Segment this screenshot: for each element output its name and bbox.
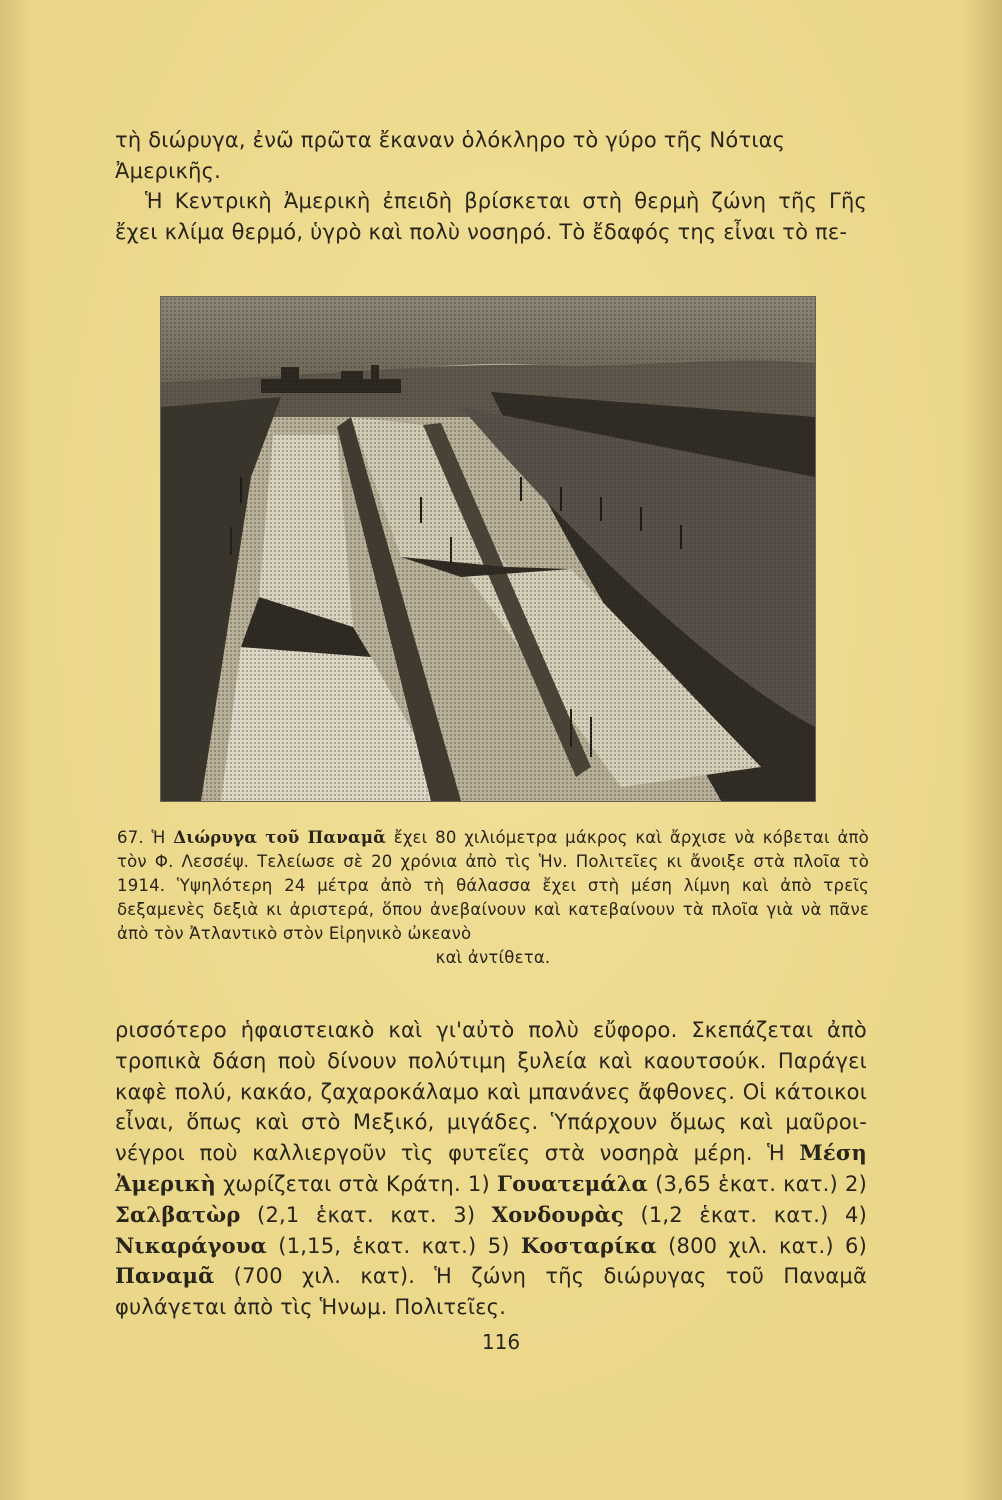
- bold-central-america: Μέση Ἀμερικὴ: [115, 1140, 867, 1196]
- top-text-line2: Ἀμερικῆς.: [115, 158, 222, 183]
- bottom-text-2: χωρίζεται στὰ Κράτη. 1): [215, 1171, 498, 1196]
- bottom-text-8: (700 χιλ. κατ). Ἡ ζώνη τῆς διώρυγας τοῦ Παναμᾶ φυλάγεται ἀπὸ τὶς Ἡνωμ. Πολιτεῖες.: [115, 1264, 867, 1320]
- bold-salvador: Σαλβατὼρ: [115, 1201, 241, 1227]
- bold-guatemala: Γουατεμάλα: [497, 1170, 648, 1196]
- bold-honduras: Χονδουρὰς: [491, 1201, 624, 1227]
- bottom-text-6: (1,15, ἑκατ. κατ.) 5): [266, 1233, 521, 1258]
- top-text-line1: τὴ διώρυγα, ἐνῶ πρῶτα ἔκαναν ὁλόκληρο τὸ γύρο τῆς Νότιας: [115, 128, 786, 152]
- bottom-paragraph: [115, 1015, 867, 1323]
- top-text-para2: Ἡ Κεντρικὴ Ἀμερικὴ ἐπειδὴ βρίσκεται στὴ θερμὴ ζώνη τῆς Γῆς ἔχει κλίμα θερμό, ὑγρὸ καὶ πολὺ νοσηρό. Τὸ ἔδαφός της εἶναι τὸ πε-: [115, 189, 867, 244]
- canal-locks-illustration: [161, 297, 815, 801]
- panama-canal-photo: [160, 296, 816, 802]
- bold-nicaragua: Νικαράγουα: [115, 1232, 267, 1258]
- bold-costa-rica: Κοσταρίκα: [520, 1232, 657, 1258]
- bottom-text-4: (2,1 ἑκατ. κατ. 3): [240, 1202, 492, 1227]
- bold-panama: Παναμᾶ: [115, 1263, 215, 1289]
- bottom-text-1: ρισσότερο ἡφαιστειακὸ καὶ γι'αὐτὸ πολὺ εὔφορο. Σκεπάζεται ἀπὸ τροπικὰ δάση ποὺ δίνουν πολύτιμη ξυλεία καὶ καουτσούκ. Παράγει καφὲ πολύ, κακάο, ζαχαροκάλαμο καὶ μπανάνες ἄφθονες. Οἱ κάτοικοι εἶναι, ὅπως καὶ στὸ Μεξικό, μιγάδες. Ὑπάρχουν ὅμως καὶ μαῦροι-νέγροι ποὺ καλλιεργοῦν τὶς φυτεῖες στὰ νοσηρὰ μέρη. Ἡ: [115, 1018, 867, 1166]
- caption-last-line: καὶ ἀντίθετα.: [435, 948, 551, 967]
- bottom-text-7: (800 χιλ. κατ.) 6): [656, 1233, 868, 1258]
- caption-body: ἔχει 80 χιλιόμετρα μάκρος καὶ ἄρχισε νὰ κόβεται ἀπὸ τὸν Φ. Λεσσέψ. Τελείωσε σὲ 20 χρόνια ἀπὸ τὶς Ἡν. Πολιτεῖες κι ἄνοιξε στὰ πλοῖα τὸ 1914. Ὑψηλότερη 24 μέτρα ἀπὸ τὴ θάλασσα ἔχει στὴ μέση λίμνη καὶ ἀπὸ τρεῖς δεξαμενὲς δεξιὰ κι ἀριστερά, ὅπου ἀνεβαίνουν καὶ κατεβαίνουν τὰ πλοῖα γιὰ νὰ πᾶνε ἀπὸ τὸν Ἀτλαντικὸ στὸν Εἰρηνικὸ ὠκεανὸ: [117, 828, 869, 943]
- caption-prefix: 67. Ἡ: [117, 828, 174, 847]
- bottom-text-3: (3,65 ἑκατ. κατ.) 2): [647, 1171, 867, 1196]
- bottom-text-5: (1,2 ἑκατ. κατ.) 4): [623, 1202, 867, 1227]
- page-number: 116: [481, 1330, 521, 1354]
- top-paragraph: [115, 125, 867, 247]
- caption-title: Διώρυγα τοῦ Παναμᾶ: [173, 828, 387, 847]
- figure-caption: [117, 826, 869, 970]
